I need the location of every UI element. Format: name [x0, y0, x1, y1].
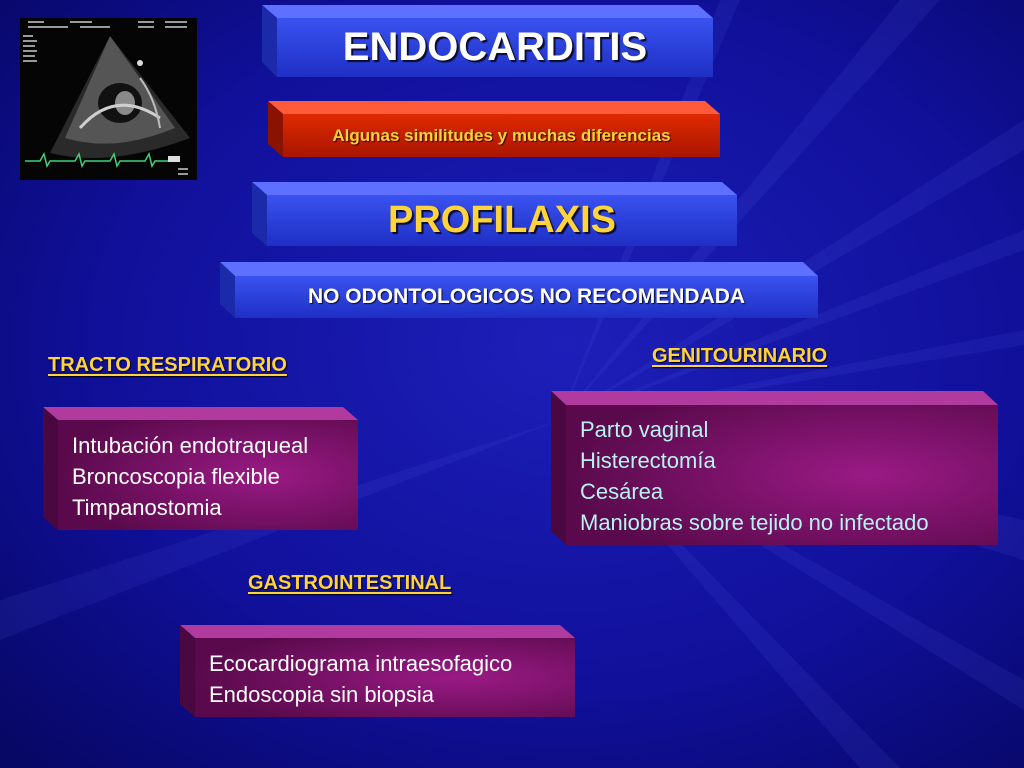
subtitle: Algunas similitudes y muchas diferencias	[332, 125, 671, 145]
list-item: Maniobras sobre tejido no infectado	[580, 510, 929, 535]
section-title: PROFILAXIS	[387, 199, 617, 241]
page-title: ENDOCARDITIS	[342, 25, 648, 69]
list-item: Histerectomía	[580, 448, 716, 473]
list-item: Cesárea	[580, 479, 664, 504]
heading-tracto-respiratorio: TRACTO RESPIRATORIO	[48, 354, 287, 376]
echocardiogram-image	[20, 18, 197, 180]
respiratorio-list	[72, 430, 308, 523]
genitourinario-list	[580, 414, 929, 538]
heading-genitourinario: GENITOURINARIO	[652, 345, 828, 367]
list-item: Parto vaginal	[580, 417, 709, 442]
list-item: Broncoscopia flexible	[72, 464, 280, 489]
list-item: Ecocardiograma intraesofagico	[209, 651, 513, 676]
heading-gastrointestinal: GASTROINTESTINAL	[248, 572, 452, 594]
list-item: Endoscopia sin biopsia	[209, 682, 435, 707]
list-item: Intubación endotraqueal	[72, 433, 309, 458]
list-item: Timpanostomia	[72, 495, 222, 520]
gastrointestinal-list	[209, 648, 512, 710]
recommendation-banner: NO ODONTOLOGICOS NO RECOMENDADA	[307, 285, 746, 308]
